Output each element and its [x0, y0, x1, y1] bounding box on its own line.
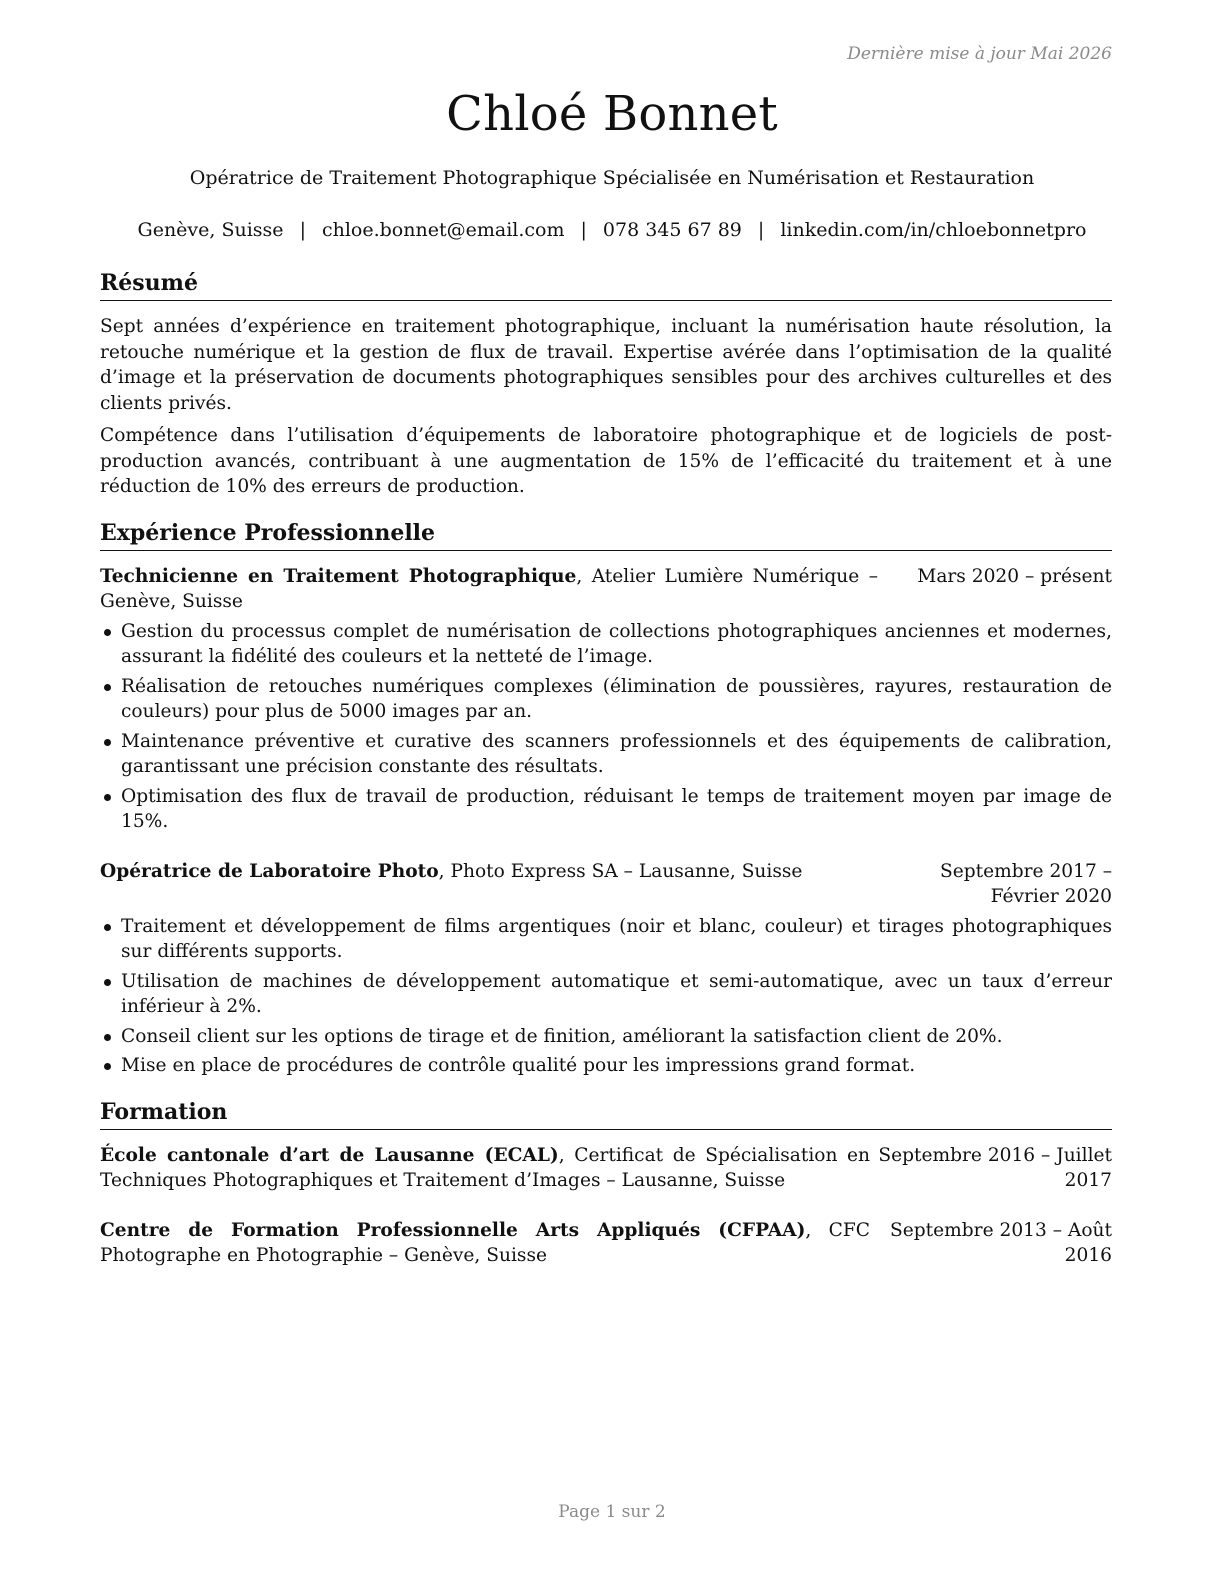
bullet-item — [100, 969, 1112, 1020]
section-title-experience: Expérience Professionnelle — [100, 518, 1112, 551]
education-dates: Septembre 2016 – Juillet 2017 — [878, 1144, 1112, 1191]
bullet-text: Traitement et développement de films argentiques (noir et blanc, couleur) et tirages photographiques sur différents supports. — [121, 915, 1112, 962]
bullet-item — [100, 674, 1112, 725]
job-company: , Atelier Lumière Numérique – Genève, Suisse — [100, 565, 878, 612]
education-header — [100, 1218, 1112, 1269]
resume-content — [100, 268, 1112, 1269]
education-program: , Certificat de Spécialisation en Techniques Photographiques et Traitement d’Images – Lausanne, Suisse — [100, 1144, 871, 1191]
job-role: Opératrice de Laboratoire Photo — [100, 860, 439, 882]
bullet-item — [100, 1024, 1112, 1050]
contact-separator: | — [580, 219, 587, 241]
job-entry — [100, 859, 1112, 1079]
bullet-icon — [104, 739, 111, 746]
bullet-text: Réalisation de retouches numériques complexes (élimination de poussières, rayures, restauration de couleurs) pour plus de 5000 images par an. — [121, 675, 1112, 722]
summary-paragraph: Sept années d’expérience en traitement photographique, incluant la numérisation haute résolution, la retouche numérique et la gestion de flux de travail. Expertise avérée dans l’optimisation de la qualité d’image et la préservation de documents photographiques sensibles pour des archives culturelles et des clients privés. — [100, 316, 1112, 414]
education-header — [100, 1143, 1112, 1194]
bullet-text: Mise en place de procédures de contrôle qualité pour les impressions grand format. — [121, 1055, 916, 1076]
bullet-icon — [104, 629, 111, 636]
contact-linkedin[interactable]: linkedin.com/in/chloebonnetpro — [780, 219, 1087, 241]
job-title-line — [100, 564, 878, 615]
job-header — [100, 564, 1112, 615]
experience-section — [100, 518, 1112, 1079]
education-dates: Septembre 2013 – Août 2016 — [890, 1219, 1112, 1266]
last-updated: Dernière mise à jour Mai 2026 — [847, 44, 1112, 64]
job-role: Technicienne en Traitement Photographique — [100, 565, 577, 587]
bullet-item — [100, 619, 1112, 670]
contact-separator: | — [757, 219, 765, 241]
contact-separator: | — [299, 219, 306, 241]
headline: Opératrice de Traitement Photographique Spécialisée en Numérisation et Restauration — [189, 167, 1035, 189]
bullet-text: Conseil client sur les options de tirage et de finition, améliorant la satisfaction client de 20%. — [121, 1025, 1003, 1047]
bullet-text: Gestion du processus complet de numérisation de collections photographiques anciennes et modernes, assurant la fidélité des couleurs et la netteté de l’image. — [121, 620, 1112, 667]
job-bullets — [100, 914, 1112, 1079]
education-title-line — [100, 1143, 870, 1194]
education-section — [100, 1097, 1112, 1269]
bullet-icon — [104, 1063, 111, 1070]
bullet-text: Optimisation des flux de travail de production, réduisant le temps de traitement moyen par image de 15%. — [121, 785, 1112, 832]
job-dates: Septembre 2017 – Février 2020 — [940, 860, 1112, 907]
bullet-item — [100, 729, 1112, 780]
page-number: Page 1 sur 2 — [558, 1502, 666, 1522]
section-title-education: Formation — [100, 1097, 1112, 1130]
section-title-summary: Résumé — [100, 268, 1112, 301]
education-title-line — [100, 1218, 870, 1269]
summary-section — [100, 268, 1112, 500]
contact-location: Genève, Suisse — [137, 219, 284, 241]
job-title-line — [100, 859, 840, 910]
bullet-item — [100, 784, 1112, 835]
bullet-item — [100, 1053, 1112, 1079]
bullet-icon — [104, 924, 111, 931]
bullet-item — [100, 914, 1112, 965]
education-entry — [100, 1218, 1112, 1269]
bullet-icon — [104, 979, 111, 986]
bullet-text: Maintenance préventive et curative des scanners professionnels et des équipements de calibration, garantissant une précision constante des résultats. — [121, 730, 1112, 777]
job-bullets — [100, 619, 1112, 835]
contact-line — [0, 219, 1224, 241]
summary-paragraph: Compétence dans l’utilisation d’équipements de laboratoire photographique et de logiciels de post-production avancés, contribuant à une augmentation de 15% de l’efficacité du traitement et à une réduction de 10% des erreurs de production. — [100, 425, 1112, 497]
job-dates: Mars 2020 – présent — [917, 565, 1112, 587]
education-entry — [100, 1143, 1112, 1194]
job-entry — [100, 564, 1112, 835]
candidate-name: Chloé Bonnet — [446, 86, 778, 142]
education-school: École cantonale d’art de Lausanne (ECAL) — [100, 1144, 559, 1166]
contact-email[interactable]: chloe.bonnet@email.com — [321, 219, 565, 241]
bullet-icon — [104, 1034, 111, 1041]
bullet-icon — [104, 794, 111, 801]
job-company: , Photo Express SA – Lausanne, Suisse — [438, 860, 803, 882]
contact-phone: 078 345 67 89 — [602, 219, 742, 241]
education-program: , CFC Photographe en Photographie – Genève, Suisse — [100, 1219, 870, 1266]
bullet-text: Utilisation de machines de développement automatique et semi-automatique, avec un taux d’erreur inférieur à 2%. — [121, 970, 1112, 1017]
education-school: Centre de Formation Professionnelle Arts Appliqués (CFPAA) — [100, 1219, 806, 1241]
job-header — [100, 859, 1112, 910]
bullet-icon — [104, 684, 111, 691]
